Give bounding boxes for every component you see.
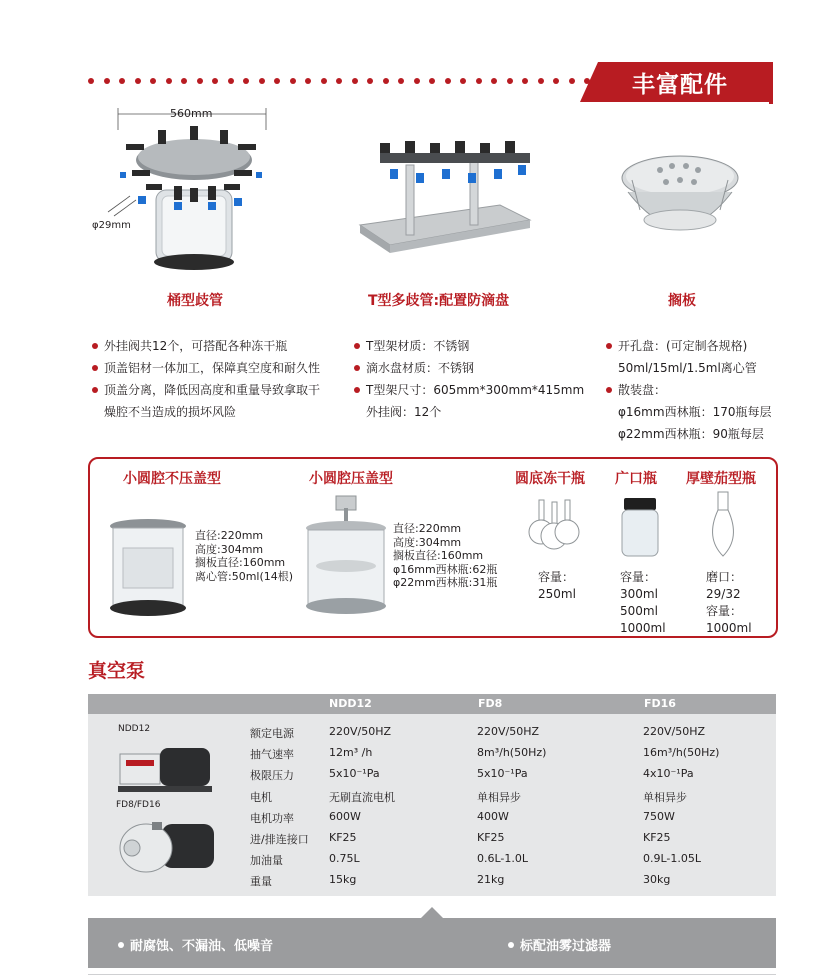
table-cell: 8m³/h(50Hz) <box>477 746 547 760</box>
table-cell: 4x10⁻¹Pa <box>643 767 694 781</box>
table-cell: 0.75L <box>329 852 360 866</box>
shelf-image <box>610 140 750 260</box>
table-cell: 5x10⁻¹Pa <box>477 767 528 781</box>
table-cell: 单相异步 <box>477 790 521 804</box>
dot <box>429 78 435 84</box>
table-cell: 750W <box>643 809 675 823</box>
footer-notch <box>421 907 443 918</box>
column-header: FD16 <box>644 697 676 710</box>
dot <box>321 78 327 84</box>
table-cell: 220V/50HZ <box>329 725 392 738</box>
table-cell: 5x10⁻¹Pa <box>329 767 380 781</box>
column-header: FD8 <box>478 697 503 710</box>
dot <box>88 78 94 84</box>
vacuum-pump-title: 真空泵 <box>88 660 146 682</box>
dot <box>522 78 528 84</box>
dot <box>460 78 466 84</box>
table-cell: 0.9L-1.05L <box>643 852 702 866</box>
table-row-label: 抽气速率 <box>250 748 294 762</box>
column-header: NDD12 <box>329 697 372 710</box>
dot <box>507 78 513 84</box>
list-item: 外挂阀：12个 <box>366 405 442 419</box>
list-item: 顶盖分离，降低因高度和重量导致拿取干 <box>92 379 342 401</box>
list-item: 滴水盘材质：不锈钢 <box>354 357 594 379</box>
dot <box>398 78 404 84</box>
header-accent-bar <box>769 62 773 104</box>
table-row-label: 电机 <box>250 790 272 804</box>
t-manifold-features <box>354 335 594 423</box>
list-item: T型架材质：不锈钢 <box>354 335 594 357</box>
dot <box>228 78 234 84</box>
bucket-manifold-image <box>88 100 298 280</box>
product-title-bucket-manifold: 桶型歧管 <box>167 293 223 309</box>
dot <box>197 78 203 84</box>
pump-image-label: NDD12 <box>118 724 151 734</box>
small-chamber-no-press-image <box>103 518 193 622</box>
ndd12-pump-image <box>116 738 216 796</box>
table-row-label: 电机功率 <box>250 811 294 825</box>
small-press-specs: 直径:220mm 高度:304mm 搁板直径:160mm φ16mm西林瓶:62瓶 φ22mm西林瓶:31瓶 <box>393 522 498 589</box>
table-row-label: 加油量 <box>250 854 283 868</box>
dot <box>166 78 172 84</box>
pump-image-label: FD8/FD16 <box>116 800 161 810</box>
list-item: 50ml/15ml/1.5ml离心管 <box>618 361 757 375</box>
accessory-title-wide-mouth: 广口瓶 <box>615 471 657 487</box>
header-dotted-line <box>88 78 593 84</box>
product-title-t-manifold: T型多歧管:配置防滴盘 <box>368 293 510 309</box>
dot <box>305 78 311 84</box>
manifold-width-dimension: 560mm <box>170 107 213 120</box>
dot <box>352 78 358 84</box>
dot <box>243 78 249 84</box>
eggplant-flask-image <box>703 490 743 560</box>
feature-item: 耐腐蚀、不漏油、低噪音 <box>118 935 273 954</box>
list-item: 开孔盘：(可定制各规格) <box>606 335 796 357</box>
accessory-title-small-no-press: 小圆腔不压盖型 <box>123 471 221 487</box>
fd8-fd16-pump-image <box>116 812 220 882</box>
list-item: 顶盖铝材一体加工，保障真空度和耐久性 <box>92 357 342 379</box>
dot <box>414 78 420 84</box>
shelf-features <box>606 335 796 445</box>
table-cell: 220V/50HZ <box>477 725 540 738</box>
table-cell: 12m³ /h <box>329 746 373 760</box>
t-manifold-image <box>350 135 540 270</box>
table-cell: 15kg <box>329 873 357 887</box>
round-flask-image <box>525 498 583 554</box>
table-cell: 21kg <box>477 873 505 887</box>
small-no-press-specs: 直径:220mm 高度:304mm 搁板直径:160mm 离心管:50ml(14根) <box>195 529 294 583</box>
table-cell: KF25 <box>477 831 505 844</box>
pump-table-header <box>88 694 776 714</box>
dot <box>383 78 389 84</box>
dot <box>553 78 559 84</box>
dot <box>259 78 265 84</box>
dot <box>212 78 218 84</box>
table-cell: KF25 <box>329 831 357 844</box>
table-cell: KF25 <box>643 831 671 844</box>
dot <box>445 78 451 84</box>
table-row-label: 进/排连接口 <box>250 833 309 846</box>
small-chamber-press-image <box>300 494 392 622</box>
dot <box>367 78 373 84</box>
list-item: 散装盘： <box>606 379 796 401</box>
list-item: T型架尺寸：605mm*300mm*415mm <box>354 379 594 401</box>
table-row-label: 极限压力 <box>250 769 294 783</box>
wide-mouth-bottle-image <box>618 496 662 558</box>
round-flask-specs: 容量： 250ml <box>538 570 576 601</box>
header-title: 丰富配件 <box>632 72 728 98</box>
list-item: 外挂阀共12个，可搭配各种冻干瓶 <box>92 335 342 357</box>
dot <box>150 78 156 84</box>
product-title-shelf: 搁板 <box>668 293 696 309</box>
table-cell: 220V/50HZ <box>643 725 706 738</box>
feature-item: 标配油雾过滤器 <box>508 935 611 954</box>
dot <box>119 78 125 84</box>
bucket-manifold-features <box>92 335 342 423</box>
table-row-label: 额定电源 <box>250 727 294 740</box>
eggplant-flask-specs: 磨口： 29/32 容量： 1000ml <box>706 570 752 635</box>
table-cell: 400W <box>477 809 509 823</box>
wide-mouth-specs: 容量： 300ml 500ml 1000ml <box>620 570 666 635</box>
dot <box>274 78 280 84</box>
manifold-port-diameter: φ29mm <box>92 220 131 231</box>
table-cell: 单相异步 <box>643 790 687 804</box>
table-cell: 600W <box>329 809 361 823</box>
table-row-label: 重量 <box>250 875 272 889</box>
accessory-title-eggplant-flask: 厚壁茄型瓶 <box>686 471 756 487</box>
dot <box>104 78 110 84</box>
dot <box>476 78 482 84</box>
bottom-rule <box>88 974 776 975</box>
dot <box>336 78 342 84</box>
dot <box>569 78 575 84</box>
dot <box>290 78 296 84</box>
table-cell: 16m³/h(50Hz) <box>643 746 720 760</box>
table-cell: 30kg <box>643 873 671 887</box>
accessory-title-round-flask: 圆底冻干瓶 <box>515 471 585 487</box>
list-item: φ22mm西林瓶：90瓶每层 <box>618 427 764 441</box>
dot <box>181 78 187 84</box>
table-cell: 无刷直流电机 <box>329 790 395 804</box>
table-cell: 0.6L-1.0L <box>477 852 529 866</box>
list-item: φ16mm西林瓶：170瓶每层 <box>618 405 772 419</box>
accessory-title-small-press: 小圆腔压盖型 <box>309 471 393 487</box>
dot <box>538 78 544 84</box>
dot <box>491 78 497 84</box>
list-item: 燥腔不当造成的损坏风险 <box>104 405 237 419</box>
dot <box>135 78 141 84</box>
